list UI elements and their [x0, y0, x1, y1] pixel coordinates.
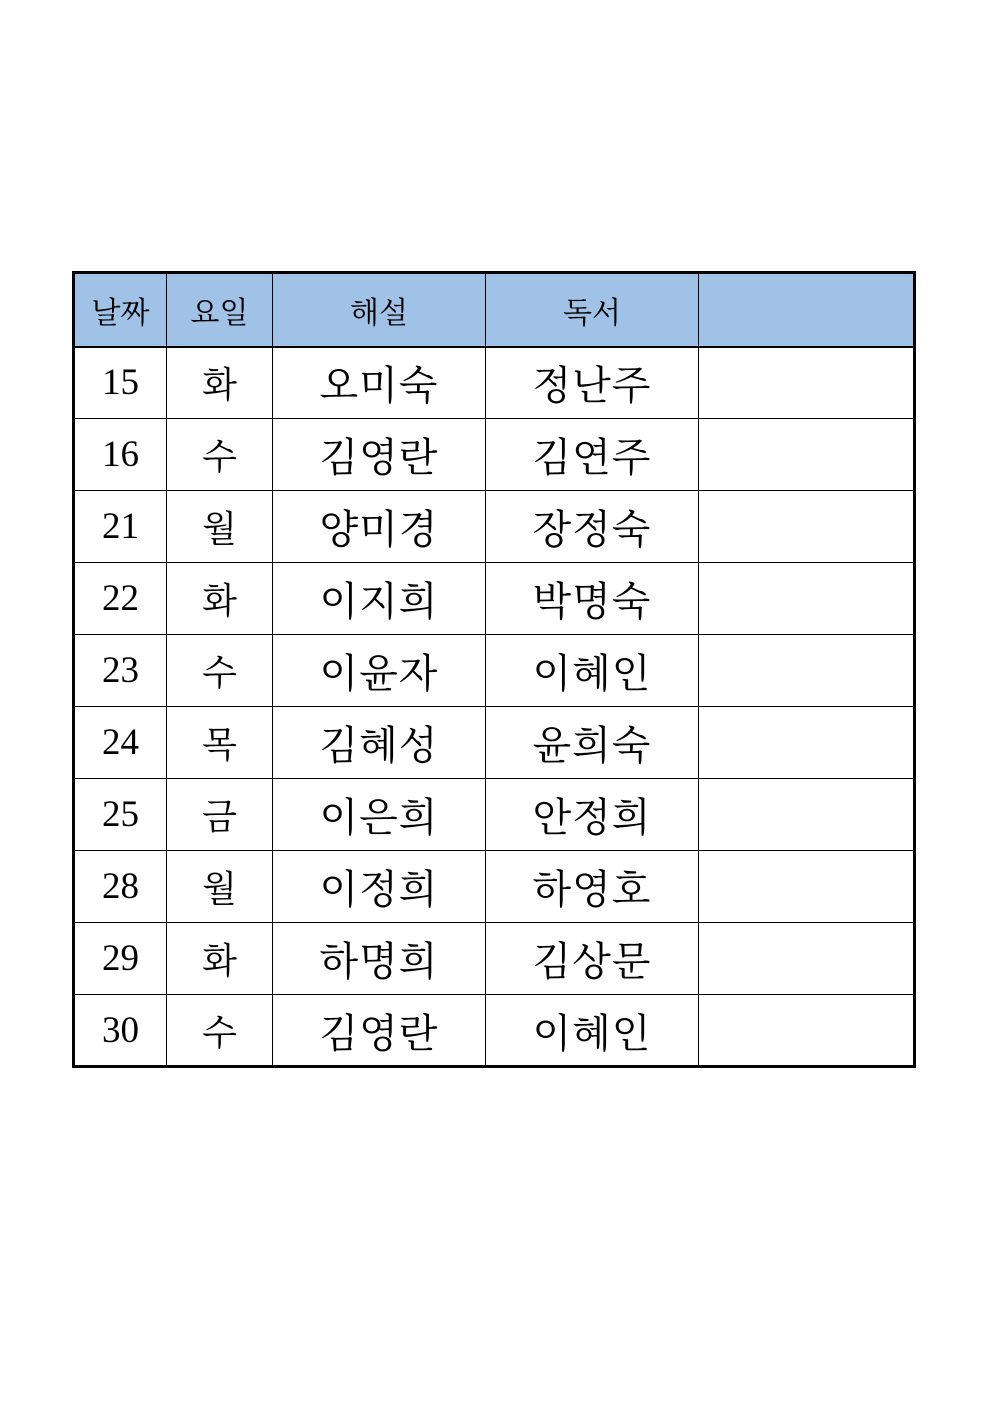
table-row: [74, 635, 915, 707]
schedule-table: [72, 271, 916, 1068]
note-cell: [699, 347, 915, 419]
commentary-cell: 이윤자: [273, 635, 486, 707]
table-body: [74, 347, 915, 1067]
commentary-cell: 김영란: [273, 419, 486, 491]
note-cell: [699, 707, 915, 779]
reading-cell: 김연주: [486, 419, 699, 491]
date-cell: 23: [74, 635, 167, 707]
reading-cell: 장정숙: [486, 491, 699, 563]
day-cell: 수: [167, 419, 273, 491]
reading-cell: 안정희: [486, 779, 699, 851]
day-cell: 월: [167, 851, 273, 923]
date-cell: 25: [74, 779, 167, 851]
table-row: [74, 563, 915, 635]
reading-cell: 정난주: [486, 347, 699, 419]
reading-cell: 김상문: [486, 923, 699, 995]
day-cell: 수: [167, 635, 273, 707]
reading-cell: 윤희숙: [486, 707, 699, 779]
table-row: [74, 491, 915, 563]
note-cell: [699, 995, 915, 1067]
note-cell: [699, 419, 915, 491]
date-cell: 29: [74, 923, 167, 995]
note-cell: [699, 923, 915, 995]
note-cell: [699, 779, 915, 851]
date-cell: 21: [74, 491, 167, 563]
table-row: [74, 851, 915, 923]
table-row: [74, 347, 915, 419]
table-row: [74, 923, 915, 995]
day-cell: 수: [167, 995, 273, 1067]
header-row: [74, 273, 915, 347]
day-cell: 화: [167, 563, 273, 635]
header-day: 요일: [167, 273, 273, 347]
reading-cell: 이혜인: [486, 995, 699, 1067]
table-header: [74, 273, 915, 347]
commentary-cell: 이지희: [273, 563, 486, 635]
commentary-cell: 김영란: [273, 995, 486, 1067]
note-cell: [699, 491, 915, 563]
header-reading: 독서: [486, 273, 699, 347]
day-cell: 금: [167, 779, 273, 851]
commentary-cell: 이은희: [273, 779, 486, 851]
commentary-cell: 양미경: [273, 491, 486, 563]
reading-cell: 하영호: [486, 851, 699, 923]
note-cell: [699, 635, 915, 707]
reading-cell: 박명숙: [486, 563, 699, 635]
commentary-cell: 하명희: [273, 923, 486, 995]
date-cell: 24: [74, 707, 167, 779]
commentary-cell: 오미숙: [273, 347, 486, 419]
table-row: [74, 707, 915, 779]
header-commentary: 해설: [273, 273, 486, 347]
date-cell: 16: [74, 419, 167, 491]
day-cell: 목: [167, 707, 273, 779]
date-cell: 30: [74, 995, 167, 1067]
note-cell: [699, 851, 915, 923]
day-cell: 화: [167, 923, 273, 995]
table-row: [74, 779, 915, 851]
commentary-cell: 김혜성: [273, 707, 486, 779]
date-cell: 28: [74, 851, 167, 923]
header-date: 날짜: [74, 273, 167, 347]
table-row: [74, 419, 915, 491]
reading-cell: 이혜인: [486, 635, 699, 707]
date-cell: 22: [74, 563, 167, 635]
day-cell: 월: [167, 491, 273, 563]
day-cell: 화: [167, 347, 273, 419]
commentary-cell: 이정희: [273, 851, 486, 923]
date-cell: 15: [74, 347, 167, 419]
note-cell: [699, 563, 915, 635]
table-row: [74, 995, 915, 1067]
header-note: [699, 273, 915, 347]
